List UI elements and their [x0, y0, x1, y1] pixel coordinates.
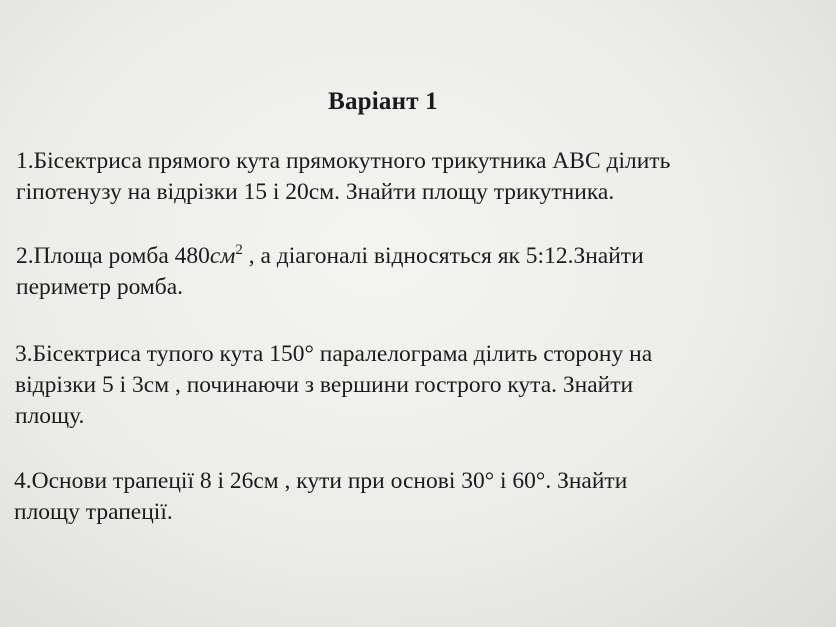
problem-4-text-b: . Знайти: [545, 468, 628, 494]
problem-1-line-2: гіпотенузу на відрізки 15 і 20см. Знайти площу трикутника.: [16, 179, 615, 205]
problem-4-line-2: площу трапеції.: [14, 499, 173, 525]
problem-4-text-a: 4.Основи трапеції 8 і 26см , кути при основі: [14, 468, 462, 494]
problem-2-text-b: , а діагоналі відносяться як 5:12.Знайти: [242, 243, 644, 269]
angle-30-value: 30°: [461, 468, 495, 494]
problem-4-line-1: [14, 466, 627, 497]
area-value: 480: [174, 243, 210, 269]
problem-3-text-b: паралелограма ділить сторону на: [313, 341, 653, 367]
problem-3: [15, 339, 652, 432]
problem-1: [16, 146, 670, 208]
problem-2-line-2: периметр ромба.: [16, 274, 184, 300]
area-unit: см: [209, 243, 236, 269]
problem-3-line-2: відрізки 5 і 3см , починаючи з вершини гострого кута. Знайти: [15, 372, 634, 398]
problem-2: [16, 241, 644, 303]
problem-2-text-a: 2.Площа ромба: [16, 243, 175, 269]
obtuse-angle-value: 150°: [269, 341, 314, 367]
problem-3-text-a: 3.Бісектриса тупого кута: [15, 341, 270, 367]
angle-60-value: 60°: [512, 468, 546, 494]
problem-3-line-1: [15, 339, 652, 370]
area-exponent: 2: [235, 242, 243, 258]
problem-4: [14, 466, 627, 528]
problem-3-line-3: площу.: [15, 403, 85, 429]
problem-1-line-1: 1.Бісектриса прямого кута прямокутного трикутника АВС ділить: [16, 148, 671, 174]
problem-2-line-1: [16, 241, 644, 272]
variant-title: Варіант 1: [328, 88, 438, 115]
problem-4-conjunction: і: [494, 468, 513, 494]
